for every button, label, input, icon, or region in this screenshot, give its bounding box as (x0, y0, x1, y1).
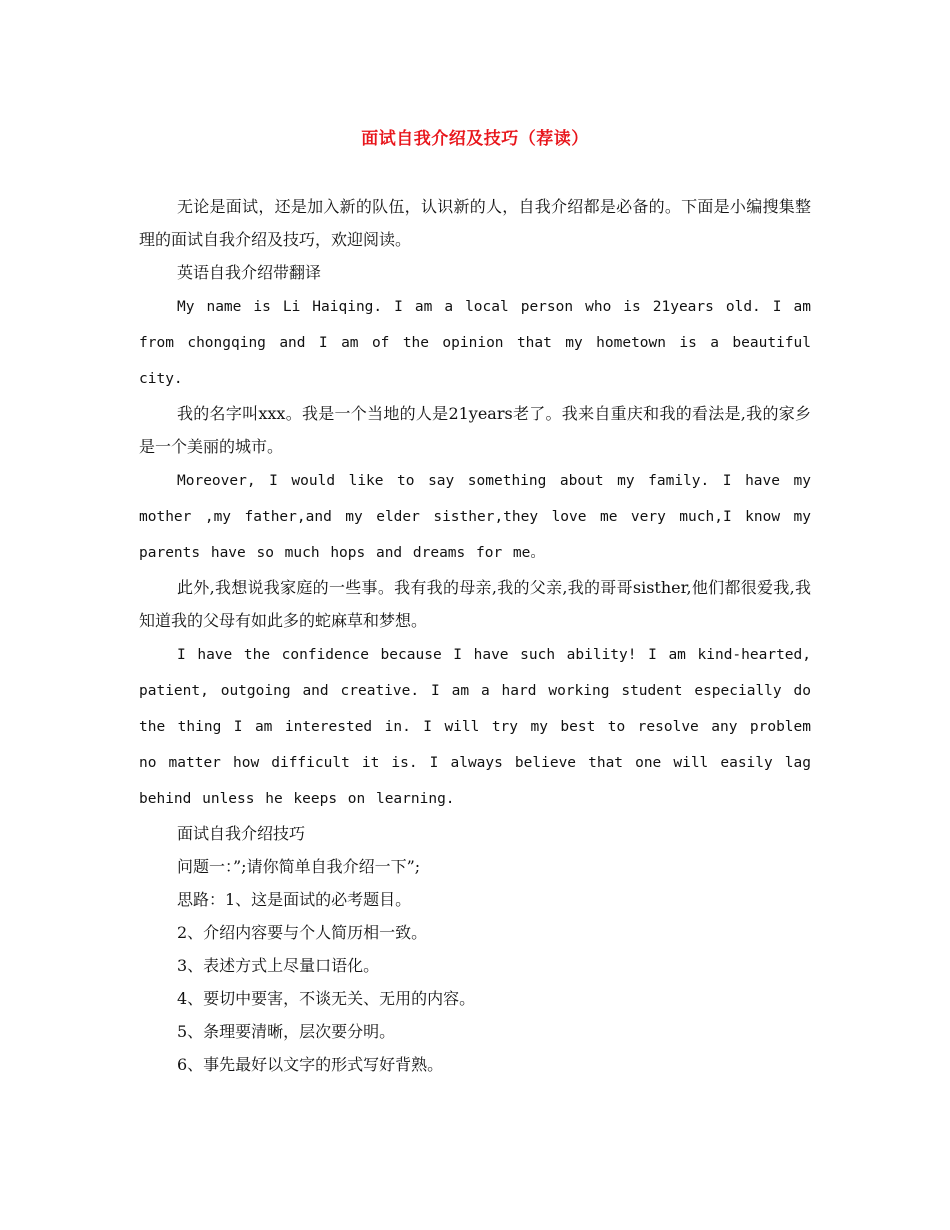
chinese-translation-1: 我的名字叫xxx。我是一个当地的人是21years老了。我来自重庆和我的看法是,我的家乡是一个美丽的城市。 (139, 404, 811, 456)
tip-item: 2、介绍内容要与个人简历相一致。 (177, 923, 428, 942)
tip-item: 3、表述方式上尽量口语化。 (177, 956, 380, 975)
tip-item: 5、条理要清晰，层次要分明。 (177, 1022, 396, 1041)
tip-item: 思路：1、这是面试的必考题目。 (177, 890, 412, 909)
intro-paragraph: 无论是面试，还是加入新的队伍，认识新的人，自我介绍都是必备的。下面是小编搜集整理的面试自我介绍及技巧，欢迎阅读。 (139, 197, 811, 249)
chinese-translation-2: 此外,我想说我家庭的一些事。我有我的母亲,我的父亲,我的哥哥sisther,他们都很爱我,我知道我的父母有如此多的蛇麻草和梦想。 (139, 578, 811, 630)
question-1: 问题一：”;请你简单自我介绍一下”; (177, 857, 421, 876)
tip-item: 4、要切中要害，不谈无关、无用的内容。 (177, 989, 476, 1008)
english-paragraph-1: My name is Li Haiqing. I am a local person who is 21years old. I am from chongqing and I am of the opinion that my hometown is a beautiful city. (139, 299, 811, 387)
english-paragraph-3: I have the confidence because I have such ability! I am kind-hearted, patient, outgoing and creative. I am a hard working student especially do the thing I am interested in. I will try my best to resolve any problem no matter how difficult it is. I always believe that one will easily lag behind unless he keeps on learning. (139, 647, 811, 807)
tip-item: 6、事先最好以文字的形式写好背熟。 (177, 1055, 444, 1074)
document-title: 面试自我介绍及技巧（荐读） (361, 129, 589, 149)
english-paragraph-2: Moreover, I would like to say something about my family. I have my mother ,my father,and my elder sisther,they love me very much,I know my parents have so much hops and dreams for me。 (139, 473, 811, 561)
section-heading-english-intro: 英语自我介绍带翻译 (177, 263, 322, 282)
section-heading-tips: 面试自我介绍技巧 (177, 824, 306, 843)
document-body (139, 190, 811, 1081)
